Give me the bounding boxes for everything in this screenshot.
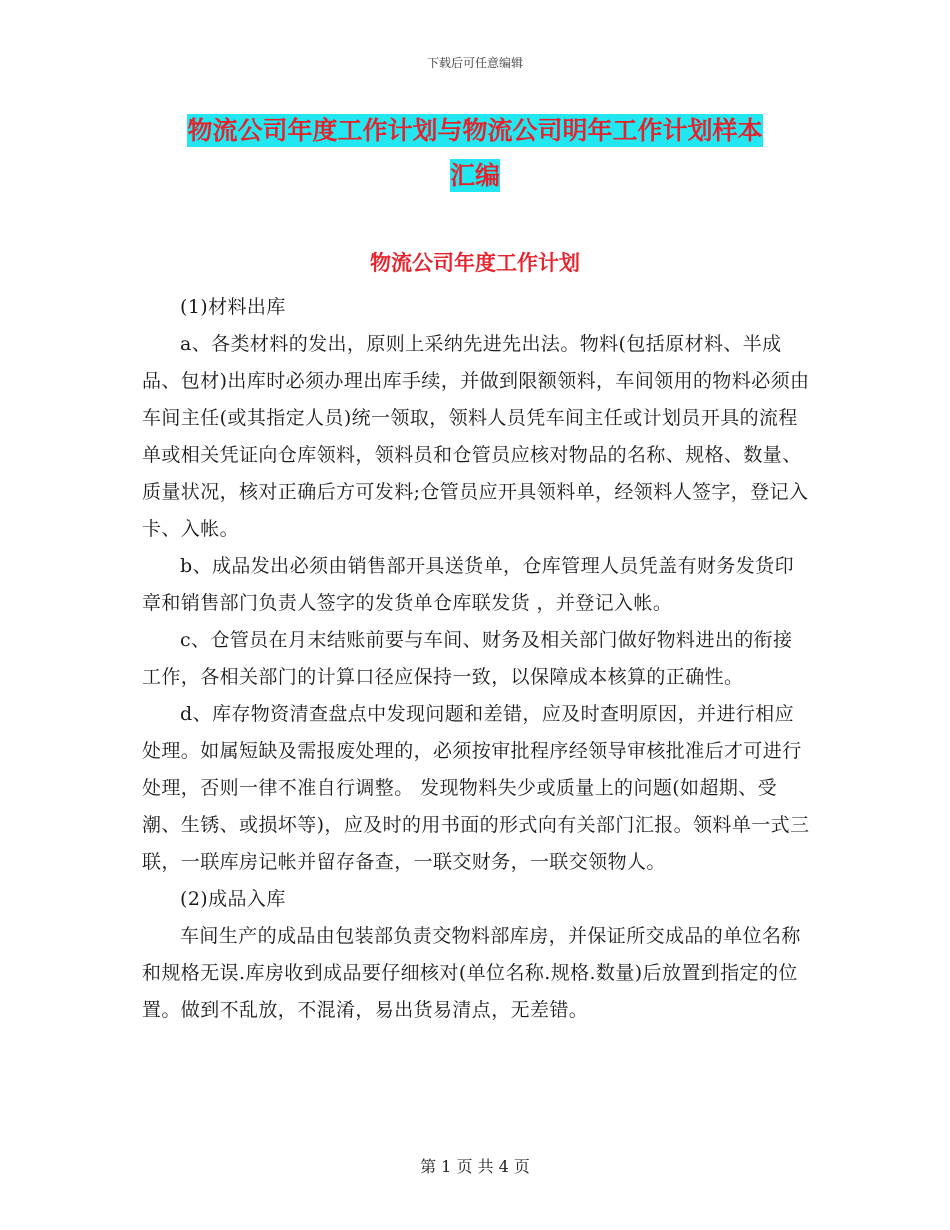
document-title-line2: 汇编 bbox=[449, 161, 500, 190]
paragraph-item-d: d、库存物资清查盘点中发现问题和差错，应及时查明原因，并进行相应处理。如属短缺及需报废处理的，必须按审批程序经领导审核批准后才可进行处理，否则一律不准自行调整。 发现物料失少或质量上的问题(如超期、受潮、生锈、或损坏等)，应及时的用书面的形式向有关部门汇报。领料单一式三联，一联库房记帐并留存备查，一联交财务，一联交领物人。 bbox=[142, 703, 810, 873]
document-title bbox=[140, 108, 810, 198]
document-title-line1: 物流公司年度工作计划与物流公司明年工作计划样本 bbox=[187, 116, 763, 145]
document-body bbox=[142, 289, 810, 1029]
page-number-footer: 第 1 页 共 4 页 bbox=[420, 1157, 530, 1176]
paragraph-item-a: a、各类材料的发出，原则上采纳先进先出法。物料(包括原材料、半成品、包材)出库时必须办理出库手续，并做到限额领料，车间领用的物料必须由车间主任(或其指定人员)统一领取，领料人员凭车间主任或计划员开具的流程单或相关凭证向仓库领料，领料员和仓管员应核对物品的名称、规格、数量、质量状况，核对正确后方可发料;仓管员应开具领料单，经领料人签字，登记入卡、入帐。 bbox=[142, 333, 810, 540]
section-title: 物流公司年度工作计划 bbox=[370, 250, 580, 275]
paragraph-product-inbound-heading: (2)成品入库 bbox=[180, 888, 286, 910]
paragraph-item-b: b、成品发出必须由销售部开具送货单，仓库管理人员凭盖有财务发货印章和销售部门负责人签字的发货单仓库联发货 ，并登记入帐。 bbox=[142, 555, 794, 614]
paragraph-product-inbound-body: 车间生产的成品由包装部负责交物料部库房，并保证所交成品的单位名称和规格无误.库房收到成品要仔细核对(单位名称.规格.数量)后放置到指定的位置。做到不乱放，不混淆，易出货易清点，无差错。 bbox=[142, 925, 801, 1021]
header-note: 下载后可任意编辑 bbox=[426, 56, 523, 70]
paragraph-item-c: c、仓管员在月末结账前要与车间、财务及相关部门做好物料进出的衔接工作，各相关部门的计算口径应保持一致，以保障成本核算的正确性。 bbox=[142, 629, 793, 688]
paragraph-material-outbound-heading: (1)材料出库 bbox=[180, 296, 286, 318]
